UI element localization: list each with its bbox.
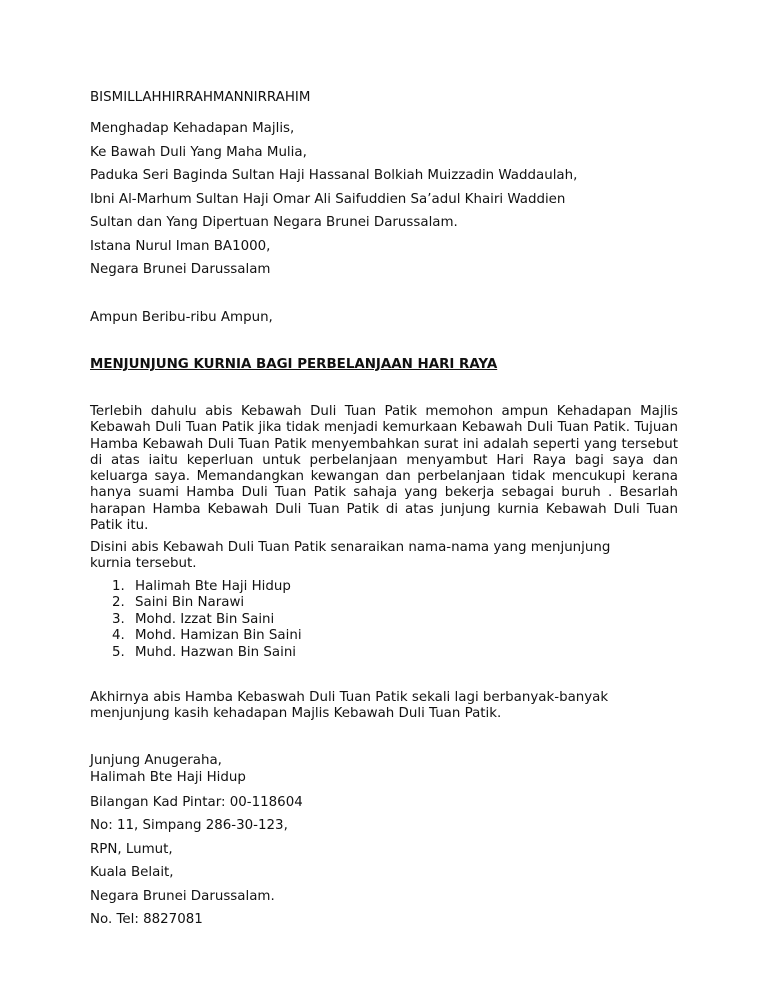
sign-off: Junjung Anugeraha, — [90, 753, 222, 768]
list-item: 2. Saini Bin Narawi — [112, 595, 245, 611]
recipient-line: Ibni Al-Marhum Sultan Haji Omar Ali Saifuddien Sa’adul Khairi Waddien — [90, 192, 566, 207]
sender-detail-line: Bilangan Kad Pintar: 00-118604 — [90, 795, 303, 810]
recipient-line: Ke Bawah Duli Yang Maha Mulia, — [90, 145, 307, 160]
sender-detail-line: Negara Brunei Darussalam. — [90, 889, 275, 904]
body-paragraph-list-intro: Disini abis Kebawah Duli Tuan Patik senaraikan nama-nama yang menjunjung kurnia tersebut. — [90, 540, 611, 572]
recipient-line: Negara Brunei Darussalam — [90, 262, 271, 277]
recipient-line: Menghadap Kehadapan Majlis, — [90, 121, 295, 136]
salutation: Ampun Beribu-ribu Ampun, — [90, 310, 273, 325]
list-item: 3. Mohd. Izzat Bin Saini — [112, 611, 275, 627]
sender-detail-line: No. Tel: 8827081 — [90, 912, 203, 927]
sender-detail-line: No: 11, Simpang 286-30-123, — [90, 818, 288, 833]
recipient-line: Istana Nurul Iman BA1000, — [90, 239, 271, 254]
subject-heading: MENJUNJUNG KURNIA BAGI PERBELANJAAN HARI RAYA — [90, 357, 498, 372]
recipient-line: Sultan dan Yang Dipertuan Negara Brunei Darussalam. — [90, 215, 458, 230]
body-paragraph-intro: Terlebih dahulu abis Kebawah Duli Tuan Patik memohon ampun Kehadapan Majlis Kebawah Duli Tuan Patik jika tidak menjadi kemurkaan Kebawah Duli Tuan Patik. Tujuan Hamba Kebawah Duli Tuan Patik menyembahkan surat ini adalah seperti yang tersebut di atas iaitu keperluan untuk perbelanjaan menyambut Hari Raya bagi saya dan keluarga saya. Memandangkan kewangan dan perbelanjaan tidak mencukupi kerana hanya suami Hamba Duli Tuan Patik sahaja yang bekerja sebagai buruh . Besarlah harapan Hamba Kebawah Duli Tuan Patik di atas junjung kurnia Kebawah Duli Tuan Patik itu. — [90, 404, 678, 534]
recipient-line: Paduka Seri Baginda Sultan Haji Hassanal Bolkiah Muizzadin Waddaulah, — [90, 168, 578, 183]
names-list — [90, 579, 302, 661]
sender-name: Halimah Bte Haji Hidup — [90, 770, 246, 785]
list-item: 4. Mohd. Hamizan Bin Saini — [112, 628, 302, 644]
sender-detail-line: Kuala Belait, — [90, 865, 174, 880]
list-item: 1. Halimah Bte Haji Hidup — [112, 579, 291, 594]
bismillah-heading: BISMILLAHHIRRAHMANNIRRAHIM — [90, 90, 311, 105]
list-item: 5. Muhd. Hazwan Bin Saini — [112, 644, 297, 660]
sender-detail-line: RPN, Lumut, — [90, 842, 173, 857]
closing-paragraph: Akhirnya abis Hamba Kebaswah Duli Tuan Patik sekali lagi berbanyak-banyak menjunjung kasih kehadapan Majlis Kebawah Duli Tuan Patik. — [90, 690, 609, 722]
